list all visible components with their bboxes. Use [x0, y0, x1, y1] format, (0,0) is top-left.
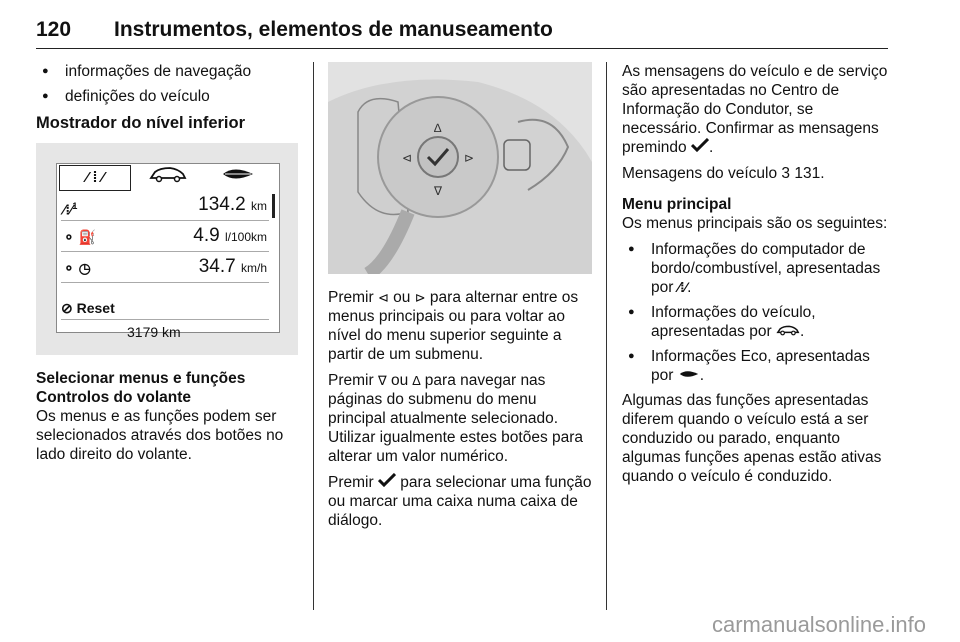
svg-text:∇: ∇ — [434, 184, 443, 198]
section-title: Mostrador do nível inferior — [36, 114, 246, 132]
list-item: ● informações de navegação — [36, 62, 298, 81]
list-item: ● Informações do veículo, apresentadas por . — [622, 303, 892, 341]
page-reference-icon: 3 — [781, 165, 791, 182]
right-arrow-icon: ⊳ — [414, 290, 426, 305]
paragraph: Mensagens do veículo 3 131. — [622, 165, 825, 182]
fuel-consumption-row — [61, 225, 269, 252]
svg-text:⊳: ⊳ — [464, 151, 475, 165]
bullet-list — [36, 62, 298, 106]
left-arrow-icon: ⊲ — [377, 290, 389, 305]
checkmark-icon — [691, 139, 709, 156]
paragraph: Premir ∇ ou ∆ para navegar nas páginas do submenu do menu principal atualmente selecionado. Utilizar igualmente estes botões para alterar um valor numérico. — [328, 372, 584, 465]
column-divider — [606, 62, 607, 610]
subheading: Menu principal — [622, 196, 732, 213]
reset-label: ⊘ Reset — [61, 300, 115, 316]
vehicle-icon — [137, 165, 199, 189]
down-arrow-icon: ∇ — [377, 373, 387, 388]
instrument-display-figure — [36, 143, 298, 355]
bullet-list — [622, 240, 892, 385]
paragraph: Premir para selecionar uma função ou marcar uma caixa numa caixa de diálogo. — [328, 474, 592, 529]
trip-distance-unit: km — [251, 199, 267, 213]
up-arrow-icon: ∆ — [412, 373, 421, 388]
column-1 — [36, 62, 298, 471]
fuel-consumption-value: 4.9 — [193, 225, 220, 246]
trip-distance-row — [61, 194, 269, 221]
average-speed-unit: km/h — [240, 261, 267, 275]
subheading: Selecionar menus e funções — [36, 370, 246, 387]
odometer-value: 3179 km — [127, 324, 181, 340]
svg-text:⊲: ⊲ — [402, 151, 413, 165]
vehicle-icon — [776, 323, 800, 340]
display-scrollbar — [272, 194, 275, 218]
list-item: ● definições do veículo — [36, 87, 298, 106]
watermark: carmanualsonline.info — [711, 612, 926, 637]
tab-bar — [57, 164, 279, 190]
trip-computer-icon: ⁄ ⁞ ⁄ — [59, 165, 131, 191]
fuel-consumption-unit: l/100km — [224, 230, 267, 244]
average-speed-value: 34.7 — [198, 256, 236, 277]
fuel-pump-icon: ⚬ ⛽ — [63, 229, 97, 245]
paragraph: Os menus principais são os seguintes: — [622, 215, 888, 232]
list-item: ● Informações Eco, apresentadas por . — [622, 347, 892, 385]
paragraph: As mensagens do veículo e de serviço são apresentadas no Centro de Informação do Condutor, se necessário. Confirmar as mensagens premindo . — [622, 63, 888, 156]
checkmark-icon — [378, 474, 396, 491]
svg-text:∆: ∆ — [434, 121, 442, 135]
eco-leaf-icon — [678, 367, 700, 384]
column-3 — [622, 62, 892, 493]
trip-distance-value: 134.2 — [198, 194, 246, 215]
list-item: ● Informações do computador de bordo/combustível, apresentadas por ⁄⁞⁄. — [622, 240, 892, 297]
page-title: Instrumentos, elementos de manuseamento — [114, 18, 553, 41]
page-number: 120 — [36, 18, 72, 41]
column-divider — [313, 62, 314, 610]
eco-leaf-icon — [207, 165, 269, 189]
column-2 — [328, 62, 592, 537]
paragraph: Premir ⊲ ou ⊳ para alternar entre os menus principais ou para voltar ao nível do menu superior seguinte a partir de um submenu. — [328, 289, 579, 363]
trip-computer-icon: ⁄⁞⁄ — [677, 279, 688, 295]
paragraph: Algumas das funções apresentadas diferem quando o veículo está a ser conduzido ou parado, enquanto algumas funções apenas estão ativas quando o veículo é conduzido. — [622, 392, 882, 485]
steering-wheel-controls-figure — [328, 62, 592, 274]
page-header — [36, 12, 888, 49]
subheading: Controlos do volante — [36, 389, 191, 406]
average-speed-row — [61, 256, 269, 283]
speed-gauge-icon: ⚬ ◷ — [63, 260, 91, 276]
paragraph: Os menus e as funções podem ser selecionados através dos botões no lado direito do volante. — [36, 408, 284, 463]
display-screen — [56, 163, 280, 340]
trip-computer-icon: ⁄⁞⁄$^1$ — [63, 201, 78, 218]
